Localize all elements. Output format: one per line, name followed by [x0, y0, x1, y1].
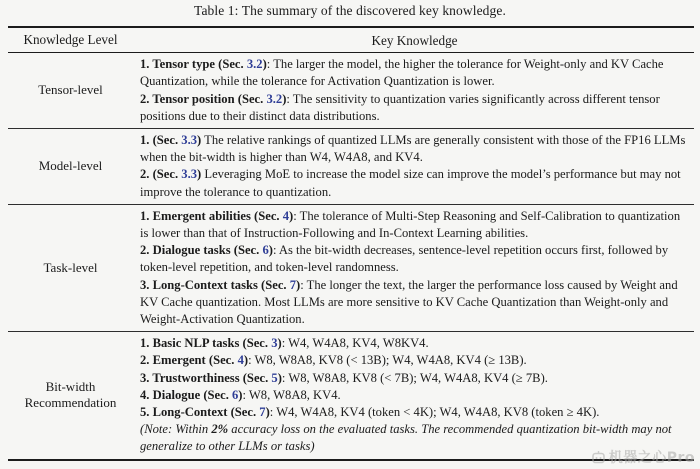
text-run: (Note: Within — [140, 422, 212, 437]
key-knowledge-cell-tensor — [133, 56, 694, 125]
text-run: ) — [265, 405, 270, 420]
text-run: ) — [277, 370, 282, 385]
text-run: : W8, W8A8, KV8 (< 13B); W4, W4A8, KV4 (≥ 13B). — [248, 353, 527, 368]
text-run: ) — [296, 277, 301, 292]
watermark — [591, 447, 695, 467]
table-header-row — [8, 28, 694, 53]
table-row-bitwidth-recommendation — [8, 332, 694, 458]
section-ref-link[interactable]: 3.2 — [246, 57, 263, 72]
text-run: : As the bit-width decreases, sentence-level repetition occurs first, followed by token-level repetition, and token-level randomness. — [140, 243, 669, 275]
level-cell-bitwidth: Bit-width Recommendation — [24, 378, 117, 411]
text-run: 3. Long-Context tasks (Sec. — [140, 277, 290, 292]
key-knowledge-item — [140, 56, 689, 90]
text-run: 1. Emergent abilities (Sec. — [140, 208, 283, 223]
section-ref-link[interactable]: 6 — [232, 387, 239, 402]
section-ref-link[interactable]: 7 — [289, 277, 297, 292]
key-knowledge-item — [140, 277, 689, 329]
text-run: The relative rankings of quantized LLMs are generally consistent with those of the FP16 LLMs when the bit-width is higher than W4, W4A8, and KV4. — [140, 133, 686, 165]
section-ref-link[interactable]: 3.3 — [181, 133, 198, 148]
key-knowledge-item — [140, 208, 689, 242]
text-run: ) — [289, 208, 294, 223]
text-run: 5. Long-Context (Sec. — [140, 405, 260, 420]
level-cell-model: Model-level — [38, 158, 103, 174]
text-run: : W8, W8A8, KV8 (< 7B); W4, W4A8, KV4 (≥ 7B). — [281, 370, 548, 385]
table-caption: Table 1: The summary of the discovered key knowledge. — [194, 3, 506, 18]
text-run: Leveraging MoE to increase the model size can improve the model’s performance but may not improve the tolerance to quantization. — [140, 167, 681, 199]
key-knowledge-item — [140, 91, 689, 125]
section-ref-link[interactable]: 4 — [282, 208, 289, 223]
text-run: : W4, W4A8, KV4 (token < 4K); W4, W4A8, KV8 (token ≥ 4K). — [269, 405, 600, 420]
section-ref-link[interactable]: 4 — [237, 353, 244, 368]
text-run: 2. Emergent (Sec. — [140, 353, 238, 368]
text-run: ) — [197, 167, 202, 182]
header-key-knowledge: Key Knowledge — [371, 33, 458, 48]
section-ref-link[interactable]: 3.3 — [181, 167, 198, 182]
text-run: 3. Trustworthiness (Sec. — [140, 370, 272, 385]
key-knowledge-item — [140, 242, 689, 276]
table-row-tensor-level — [8, 53, 694, 129]
table-row-task-level — [8, 205, 694, 332]
text-run: : The longer the text, the larger the performance loss caused by Weight and KV Cache quantization. Most LLMs are more sensitive to KV Cache Quantization than Weight-only and Weight-Activation Quantization. — [140, 277, 678, 327]
text-run: 4. Dialogue (Sec. — [140, 387, 232, 402]
key-knowledge-item — [140, 352, 689, 369]
text-run: 1. Tensor type (Sec. — [140, 57, 247, 72]
key-knowledge-table — [8, 26, 694, 461]
key-knowledge-item — [140, 370, 689, 387]
level-cell-tensor: Tensor-level — [38, 82, 103, 98]
section-ref-link[interactable]: 6 — [262, 243, 269, 258]
section-ref-link[interactable]: 3.2 — [266, 91, 283, 106]
text-run: : W8, W8A8, KV4. — [242, 387, 341, 402]
text-run: 1. Basic NLP tasks (Sec. — [140, 336, 272, 351]
text-run: 2% — [211, 422, 229, 437]
section-ref-link[interactable]: 3 — [271, 336, 278, 351]
header-knowledge-level: Knowledge Level — [23, 32, 118, 48]
text-run: 2. (Sec. — [140, 167, 182, 182]
text-run: : The tolerance of Multi-Step Reasoning and Self-Calibration to quantization is lower than that of Instruction-Following and In-Context Learning abilities. — [140, 208, 681, 241]
key-knowledge-cell-model — [133, 132, 694, 201]
key-knowledge-item — [140, 387, 689, 404]
jiqizhixin-logo-icon — [591, 450, 606, 465]
text-run: ) — [243, 353, 249, 368]
section-ref-link[interactable]: 5 — [271, 370, 278, 385]
level-cell-task: Task-level — [43, 259, 98, 275]
watermark-text: 机器之心Pro — [608, 450, 695, 466]
text-run: : W4, W4A8, KV4, W8KV4. — [281, 336, 429, 351]
text-run: 2. Tensor position (Sec. — [140, 91, 267, 106]
text-run: 2. Dialogue tasks (Sec. — [140, 243, 263, 258]
key-knowledge-item — [140, 132, 689, 166]
text-run: accuracy loss on the evaluated tasks. The recommended quantization bit-width may not generalize to other LLMs or tasks) — [140, 422, 672, 454]
key-knowledge-item — [140, 335, 689, 352]
text-run: ) — [197, 133, 202, 148]
text-run: ) — [262, 57, 267, 72]
text-run: 1. (Sec. — [140, 133, 182, 148]
text-run: ) — [238, 387, 243, 402]
key-knowledge-cell-bitwidth — [133, 335, 694, 455]
section-ref-link[interactable]: 7 — [259, 405, 266, 420]
key-knowledge-item — [140, 166, 689, 200]
key-knowledge-item — [140, 404, 689, 421]
key-knowledge-cell-task — [133, 208, 694, 328]
text-run: ) — [268, 243, 273, 258]
table-row-model-level — [8, 129, 694, 205]
text-run: ) — [282, 91, 287, 106]
text-run: ) — [277, 336, 282, 351]
text-run: : The sensitivity to quantization varies significantly across different tensor positions due to their distinct data distributions. — [140, 91, 660, 123]
text-run: : The larger the model, the higher the tolerance for Weight-only and KV Cache Quantization, while the tolerance for Activation Quantization is lower. — [140, 57, 664, 89]
